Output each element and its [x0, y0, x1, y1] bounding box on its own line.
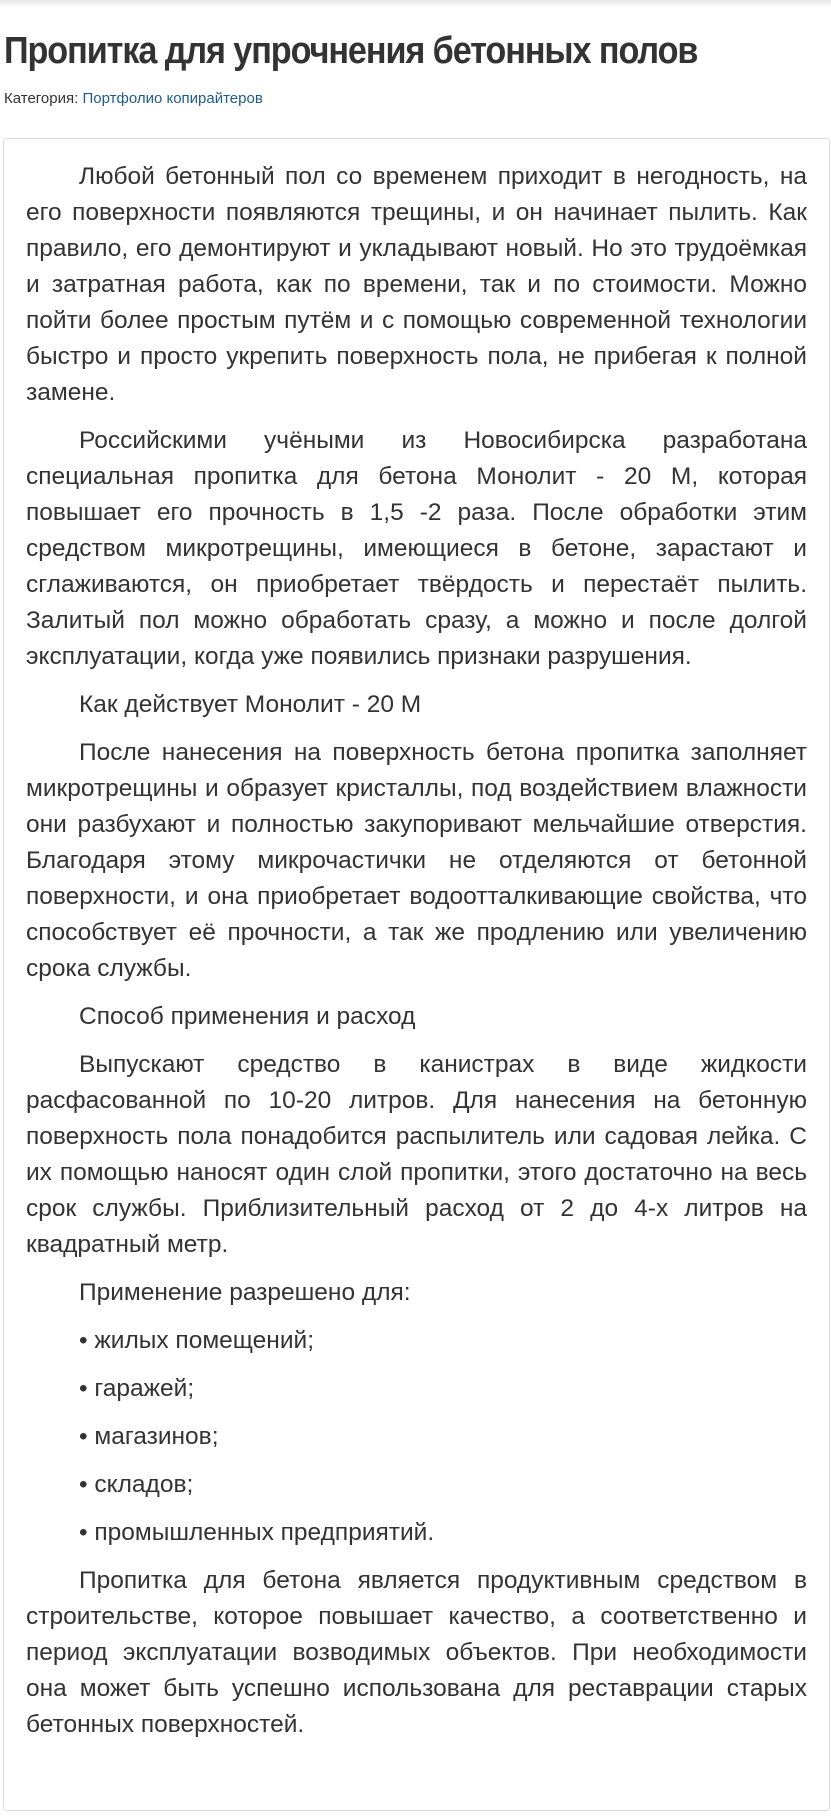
- article-paragraph: Пропитка для бетона является продуктивным средством в строительстве, которое повышает качество, а соответственно и период эксплуатации возводимых объектов. При необходимости она может быть успешно использована для реставрации старых бетонных поверхностей.: [26, 1567, 807, 1738]
- article-paragraph: Российскими учёными из Новосибирска разработана специальная пропитка для бетона Монолит - 20 М, которая повышает его прочность в 1,5 -2 раза. После обработки этим средством микротрещины, имеющиеся в бетоне, зарастают и сглаживаются, он приобретает твёрдость и перестаёт пылить. Залитый пол можно обработать сразу, а можно и после долгой эксплуатации, когда уже появились признаки разрушения.: [26, 427, 807, 670]
- list-item: • складов;: [79, 1471, 194, 1498]
- section-heading: Способ применения и расход: [79, 1003, 416, 1030]
- category-link[interactable]: Портфолио копирайтеров: [82, 90, 263, 107]
- list-intro: Применение разрешено для:: [79, 1279, 411, 1306]
- list-item: • жилых помещений;: [79, 1327, 314, 1354]
- list-item: • магазинов;: [79, 1423, 219, 1450]
- category-label: Категория:: [4, 90, 79, 107]
- article-paragraph: После нанесения на поверхность бетона пропитка заполняет микротрещины и образует кристаллы, под воздействием влажности они разбухают и полностью закупоривают мельчайшие отверстия. Благодаря этому микрочастички не отделяются от бетонной поверхности, и она приобретает водоотталкивающие свойства, что способствует её прочности, а так же продлению или увеличению срока службы.: [26, 739, 807, 982]
- section-heading: Как действует Монолит - 20 М: [79, 691, 422, 718]
- category-line: [4, 89, 263, 109]
- article-paragraph: Любой бетонный пол со временем приходит в негодность, на его поверхности появляются трещины, и он начинает пылить. Как правило, его демонтируют и укладывают новый. Но это трудоёмкая и затратная работа, как по времени, так и по стоимости. Можно пойти более простым путём и с помощью современной технологии быстро и просто укрепить поверхность пола, не прибегая к полной замене.: [26, 163, 807, 406]
- article-paragraph: Выпускают средство в канистрах в виде жидкости расфасованной по 10-20 литров. Для нанесения на бетонную поверхность пола понадобится распылитель или садовая лейка. С их помощью наносят один слой пропитки, этого достаточно на весь срок службы. Приблизительный расход от 2 до 4-х литров на квадратный метр.: [26, 1051, 807, 1258]
- top-shadow: [0, 0, 831, 8]
- list-item: • гаражей;: [79, 1375, 195, 1402]
- list-item: • промышленных предприятий.: [79, 1519, 435, 1546]
- page-title: Пропитка для упрочнения бетонных полов: [4, 30, 698, 72]
- article-body: [3, 138, 830, 1811]
